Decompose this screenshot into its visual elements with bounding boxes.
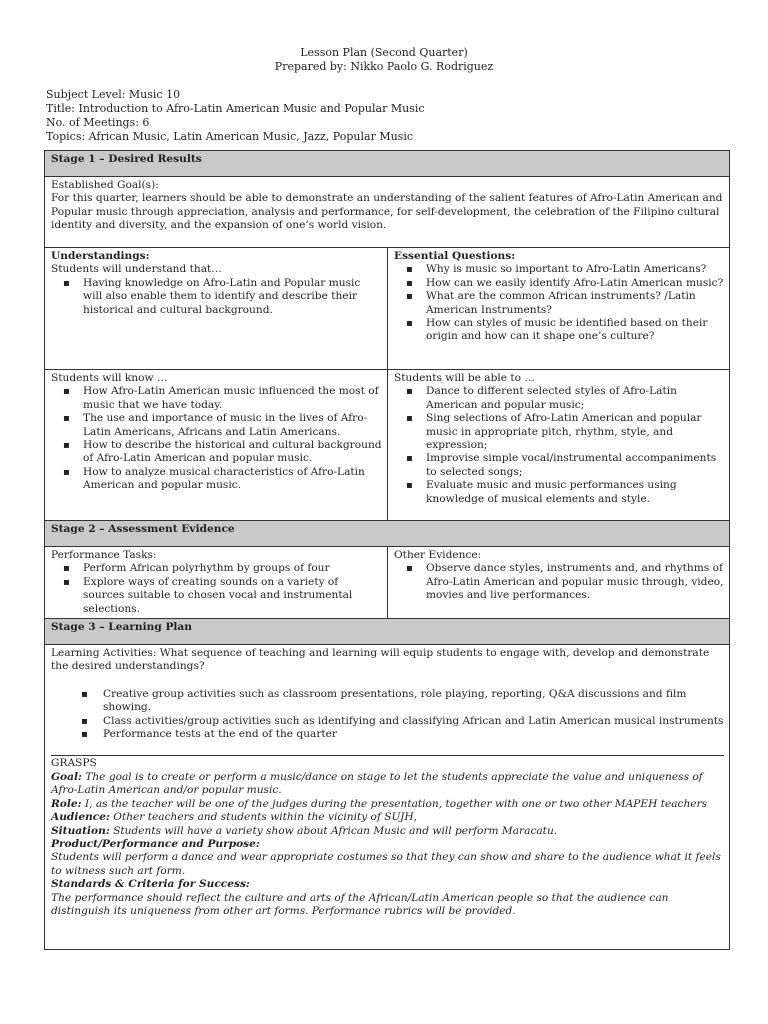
- list-item: ▪ Having knowledge on Afro-Latin and Popular music will also enable them to identify and describe their historical and cultural background.: [83, 277, 382, 317]
- document-title: Lesson Plan (Second Quarter): [300, 46, 468, 59]
- goal-text: The goal is to create or perform a music/dance on stage to let the students appreciate the value and uniqueness of Afro-Latin American and/or popular music.: [51, 770, 703, 797]
- able-list: [394, 385, 724, 506]
- document-header: [0, 0, 768, 74]
- questions-cell: [388, 248, 730, 370]
- list-item: ▪ Class activities/group activities such as identifying and classifying African and Latin American musical instruments: [103, 715, 724, 728]
- grasps-audience: [51, 811, 724, 824]
- stage2-heading: Stage 2 – Assessment Evidence: [45, 521, 730, 547]
- other-evidence-cell: [388, 547, 730, 619]
- understandings-list: [51, 277, 382, 317]
- subject-level: Subject Level: Music 10: [46, 88, 181, 101]
- stage1-heading: Stage 1 – Desired Results: [45, 151, 730, 177]
- prepared-by: Prepared by: Nikko Paolo G. Rodriguez: [274, 60, 494, 73]
- standards-label: Standards & Criteria for Success:: [51, 878, 250, 891]
- lesson-meta: [46, 88, 425, 144]
- list-item: ▪ How Afro-Latin American music influenced the most of music that we have today.: [83, 385, 382, 412]
- able-cell: [388, 370, 730, 521]
- know-list: [51, 385, 382, 492]
- standards-text: The performance should reflect the culture and arts of the African/Latin American people so that the audience can distinguish its uniqueness from other art forms. Performance rubrics will be provided.: [51, 891, 669, 917]
- understandings-row: [45, 248, 730, 370]
- goals-text: For this quarter, learners should be able to demonstrate an understanding of the salient features of Afro-Latin American and Popular music through appreciation, analysis and performance, for self-development, the celebration of the Filipino cultural identity and diversity, and the expansion of one’s world vision.: [51, 192, 723, 232]
- list-item: ▪ Why is music so important to Afro-Latin Americans?: [426, 263, 724, 276]
- know-cell: [45, 370, 388, 521]
- other-evidence-list: [394, 562, 724, 602]
- meetings-count: No. of Meetings: 6: [46, 116, 150, 129]
- evidence-row: [45, 547, 730, 619]
- audience-label: Audience:: [51, 811, 110, 824]
- know-able-row: [45, 370, 730, 521]
- goals-cell: [45, 177, 730, 248]
- grasps-label: GRASPS: [51, 757, 97, 770]
- role-text: I, as the teacher will be one of the judges during the presentation, together with one or two other MAPEH teachers: [81, 797, 708, 810]
- list-item: ▪ How to describe the historical and cultural background of Afro-Latin American and popular music.: [83, 439, 382, 466]
- goals-label: Established Goal(s):: [51, 179, 159, 191]
- topics: Topics: African Music, Latin American Music, Jazz, Popular Music: [46, 130, 414, 143]
- understandings-intro: Students will understand that…: [51, 263, 222, 276]
- list-item: ▪ Sing selections of Afro-Latin American and popular music in appropriate pitch, rhythm, style, and expression;: [426, 412, 724, 452]
- activities-list: [51, 688, 724, 742]
- questions-list: [394, 263, 724, 343]
- product-text: Students will perform a dance and wear appropriate costumes so that they can show and share to the audience what it feels to witness such art form.: [51, 851, 721, 877]
- goals-row: [45, 177, 730, 248]
- list-item: ▪ Perform African polyrhythm by groups of four: [83, 562, 382, 575]
- understandings-cell: [45, 248, 388, 370]
- tasks-label: Performance Tasks:: [51, 549, 157, 561]
- list-item: ▪ How can styles of music be identified based on their origin and how can it shape one’s culture?: [426, 317, 724, 344]
- list-item: ▪ Creative group activities such as classroom presentations, role playing, reporting, Q&A discussions and film showing.: [103, 688, 724, 715]
- list-item: ▪ How can we easily identify Afro-Latin American music?: [426, 277, 724, 290]
- list-item: ▪ Observe dance styles, instruments and, and rhythms of Afro-Latin American and popular music through, video, movies and live performances.: [426, 562, 724, 602]
- able-intro: Students will be able to …: [394, 372, 536, 384]
- situation-text: Students will have a variety show about African Music and will perform Maracatu.: [109, 824, 558, 837]
- product-label: Product/Performance and Purpose:: [51, 837, 260, 850]
- list-item: ▪ The use and importance of music in the lives of Afro-Latin Americans, Africans and Latin Americans.: [83, 412, 382, 439]
- role-label: Role:: [51, 797, 82, 810]
- learning-plan-row: [45, 645, 730, 950]
- learning-plan-cell: [45, 645, 730, 950]
- activities-intro: Learning Activities: What sequence of teaching and learning will equip students to engage with, develop and demonstrate the desired understandings?: [51, 647, 710, 673]
- understandings-label: Understandings:: [51, 250, 150, 262]
- know-intro: Students will know …: [51, 372, 168, 384]
- grasps-goal: [51, 771, 724, 798]
- lesson-plan-table: [44, 150, 730, 950]
- stage3-heading-row: [45, 619, 730, 645]
- stage2-heading-row: [45, 521, 730, 547]
- list-item: ▪ Improvise simple vocal/instrumental accompaniments to selected songs;: [426, 452, 724, 479]
- lesson-title: Title: Introduction to Afro-Latin American Music and Popular Music: [46, 102, 425, 115]
- list-item: ▪ Evaluate music and music performances using knowledge of musical elements and style.: [426, 479, 724, 506]
- stage1-heading-row: [45, 151, 730, 177]
- tasks-list: [51, 562, 382, 616]
- other-evidence-label: Other Evidence:: [394, 549, 482, 561]
- questions-label: Essential Questions:: [394, 250, 516, 262]
- list-item: ▪ How to analyze musical characteristics of Afro-Latin American and popular music.: [83, 466, 382, 493]
- list-item: ▪ What are the common African instruments? /Latin American Instruments?: [426, 290, 724, 317]
- grasps-situation: [51, 825, 724, 838]
- section-divider: [51, 755, 724, 756]
- list-item: ▪ Dance to different selected styles of Afro-Latin American and popular music;: [426, 385, 724, 412]
- stage3-heading: Stage 3 – Learning Plan: [45, 619, 730, 645]
- grasps-role: [51, 798, 724, 811]
- list-item: ▪ Explore ways of creating sounds on a variety of sources suitable to chosen vocal and instrumental selections.: [83, 576, 382, 616]
- situation-label: Situation:: [51, 824, 110, 837]
- goal-label: Goal:: [51, 770, 82, 783]
- list-item: ▪ Performance tests at the end of the quarter: [103, 728, 724, 741]
- tasks-cell: [45, 547, 388, 619]
- audience-text: Other teachers and students within the vicinity of SUJH,: [109, 811, 417, 824]
